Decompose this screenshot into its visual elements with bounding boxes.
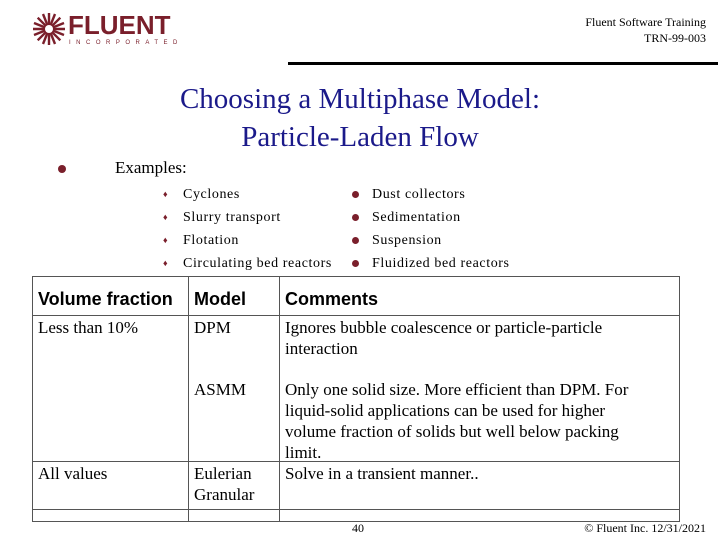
list-item: ♦ Cyclones: [163, 183, 332, 206]
list-item: Sedimentation: [352, 206, 510, 229]
slide-title: [0, 80, 720, 156]
list-item: ♦ Circulating bed reactors: [163, 252, 332, 275]
examples-right-list: [352, 183, 510, 275]
starburst-icon: [32, 12, 66, 46]
header-model: Model: [194, 289, 246, 309]
row1-comment: [285, 317, 602, 359]
row3-model: [194, 463, 254, 505]
model-line: Granular: [194, 485, 255, 504]
training-title: Fluent Software Training: [585, 15, 706, 29]
comment-line: volume fraction of solids but well below packing: [285, 422, 619, 441]
table-divider: [33, 315, 679, 316]
header-info: [585, 14, 706, 46]
header-volume-fraction: Volume fraction: [38, 289, 173, 309]
list-item: ♦ Flotation: [163, 229, 332, 252]
comment-line: Ignores bubble coalescence or particle-particle: [285, 318, 603, 337]
bullet-icon: [58, 165, 66, 173]
table-divider: [188, 277, 189, 521]
comment-line: liquid-solid applications can be used for higher: [285, 401, 606, 420]
copyright: © Fluent Inc. 12/31/2021: [584, 521, 706, 535]
row1-fraction: Less than 10%: [38, 318, 139, 337]
title-line-1: Choosing a Multiphase Model:: [179, 83, 541, 115]
comment-line: Only one solid size. More efficient than DPM. For: [285, 380, 629, 399]
row2-model: ASMM: [194, 380, 246, 399]
row3-fraction: All values: [38, 464, 108, 483]
page-number: 40: [352, 521, 364, 535]
fluent-logo: [32, 10, 183, 50]
row2-comment: [285, 379, 628, 463]
list-item: Dust collectors: [352, 183, 510, 206]
header-comments: Comments: [285, 289, 379, 309]
logo-subtitle: INCORPORATED: [69, 40, 183, 46]
title-line-2: Particle-Laden Flow: [241, 121, 479, 153]
table-divider: [279, 277, 280, 521]
examples-label: Examples:: [115, 158, 187, 177]
comment-line: interaction: [285, 339, 358, 358]
list-item: Suspension: [352, 229, 510, 252]
row3-comment: Solve in a transient manner..: [285, 464, 479, 483]
model-line: Eulerian: [194, 464, 252, 483]
list-item: Fluidized bed reactors: [352, 252, 510, 275]
table-divider: [33, 509, 679, 510]
header-rule: [288, 62, 718, 65]
list-item: ♦ Slurry transport: [163, 206, 332, 229]
examples-left-list: [163, 183, 332, 275]
row1-model: DPM: [194, 318, 231, 337]
comment-line: limit.: [285, 443, 322, 462]
course-code: TRN-99-003: [644, 31, 706, 45]
logo-name: FLUENT: [68, 10, 171, 40]
model-table: [32, 276, 680, 522]
